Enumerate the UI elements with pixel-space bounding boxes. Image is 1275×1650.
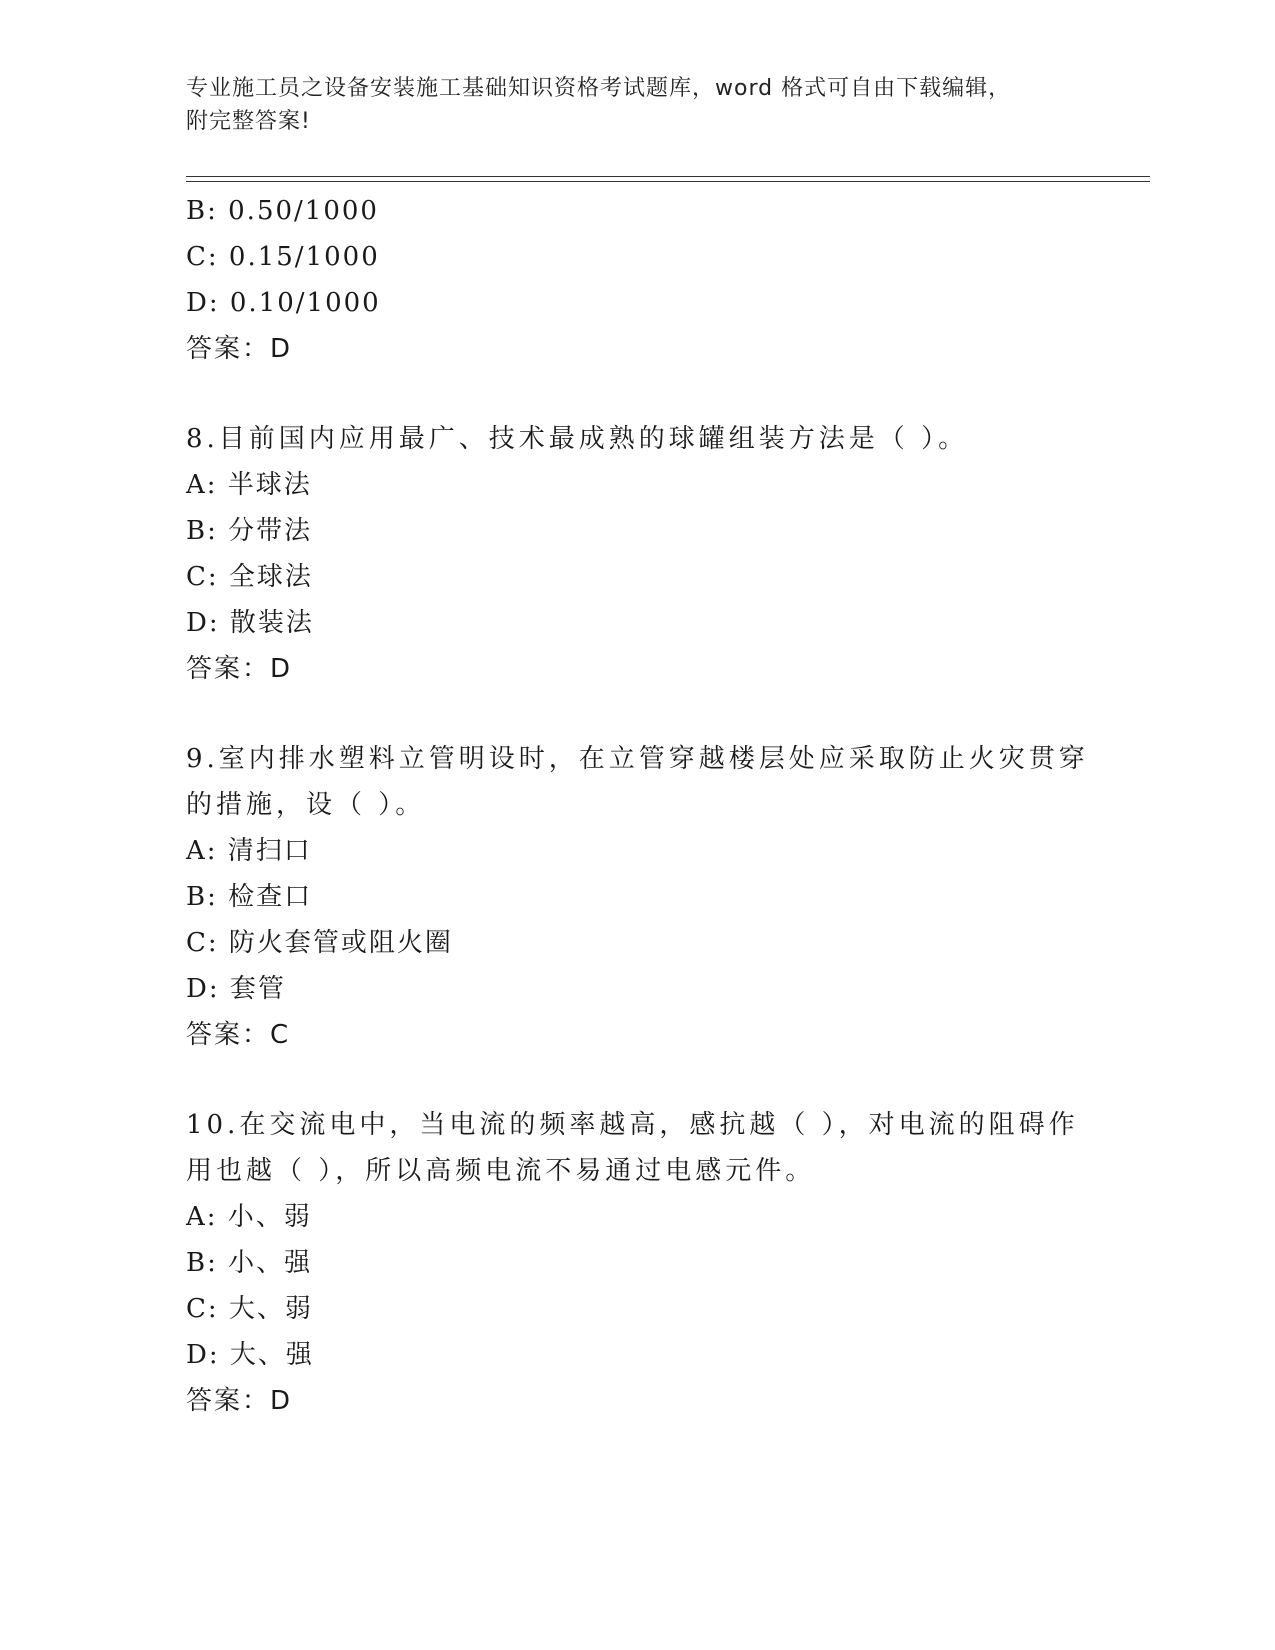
option-b: B: 检查口 <box>186 882 313 912</box>
answer-value: D <box>270 334 292 364</box>
question-8 <box>186 416 1086 692</box>
option-a: A: 小、弱 <box>186 1202 312 1232</box>
option-c: C: 防火套管或阻火圈 <box>186 928 453 958</box>
answer-line <box>186 646 1086 692</box>
answer-value: D <box>270 1386 292 1416</box>
question-9 <box>186 736 1089 1058</box>
option-c: C: 0.15/1000 <box>186 242 380 272</box>
spacer <box>186 1058 1086 1102</box>
answer-label: 答案： <box>186 1386 271 1416</box>
option-b: B: 分带法 <box>186 516 313 546</box>
answer-label: 答案： <box>186 654 271 684</box>
question-stem-line-2: 的措施，设（ ）。 <box>186 790 426 820</box>
question-continued <box>186 188 1086 372</box>
option-c: C: 全球法 <box>186 562 313 592</box>
spacer <box>186 692 1086 736</box>
option-d: D: 套管 <box>186 974 286 1004</box>
answer-value: C <box>270 1020 290 1050</box>
spacer <box>186 372 1086 416</box>
option-a: A: 清扫口 <box>186 836 312 866</box>
option-d: D: 散装法 <box>186 608 314 638</box>
header-line-2: 附完整答案! <box>186 109 311 134</box>
answer-label: 答案： <box>186 334 271 364</box>
question-10 <box>186 1102 1086 1424</box>
option-a: A: 半球法 <box>186 470 312 500</box>
answer-label: 答案： <box>186 1020 271 1050</box>
option-c: C: 大、弱 <box>186 1294 313 1324</box>
question-stem: 8.目前国内应用最广、技术最成熟的球罐组装方法是（ ）。 <box>186 424 969 454</box>
answer-line <box>186 326 1086 372</box>
option-d: D: 大、强 <box>186 1340 314 1370</box>
option-b: B: 0.50/1000 <box>186 196 379 226</box>
header-divider-top <box>186 176 1150 177</box>
question-stem-line-1: 10.在交流电中，当电流的频率越高，感抗越（ ），对电流的阻碍作 <box>186 1110 1079 1140</box>
document-header <box>186 72 1066 138</box>
header-line-1: 专业施工员之设备安装施工基础知识资格考试题库，word 格式可自由下载编辑， <box>186 76 1012 101</box>
question-list <box>186 188 1089 1424</box>
option-b: B: 小、强 <box>186 1248 313 1278</box>
option-d: D: 0.10/1000 <box>186 288 381 318</box>
answer-line <box>186 1378 1086 1424</box>
question-stem-line-1: 9.室内排水塑料立管明设时，在立管穿越楼层处应采取防止火灾贯穿 <box>186 744 1089 774</box>
question-stem-line-2: 用也越（ ），所以高频电流不易通过电感元件。 <box>186 1156 816 1186</box>
header-divider-bottom <box>186 181 1150 182</box>
answer-line <box>186 1012 1086 1058</box>
answer-value: D <box>270 654 292 684</box>
